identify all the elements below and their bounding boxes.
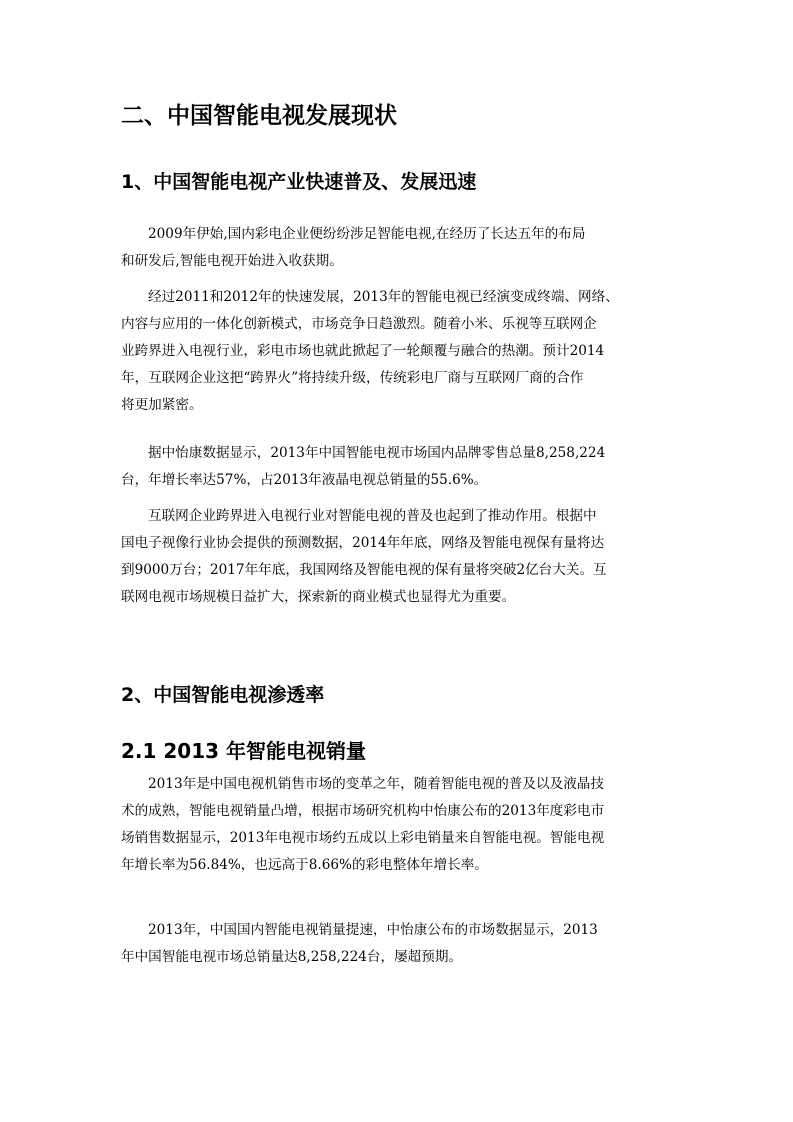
paragraph-line: 内容与应用的一体化创新模式，市场竞争日趋激烈。随着小米、乐视等互联网企 xyxy=(121,316,597,332)
section-1-paragraph-1 xyxy=(121,221,671,275)
section-1-heading: 1、中国智能电视产业快速普及、发展迅速 xyxy=(121,171,477,193)
section-2-1-heading: 2.1 2013 年智能电视销量 xyxy=(121,739,367,763)
main-heading: 二、中国智能电视发展现状 xyxy=(121,103,397,129)
paragraph-line: 经过2011和2012年的快速发展，2013年的智能电视已经演变成终端、网络、 xyxy=(148,289,619,305)
paragraph-line: 将更加紧密。 xyxy=(121,397,203,413)
paragraph-line: 2013年是中国电视机销售市场的变革之年，随着智能电视的普及以及液晶技 xyxy=(148,776,604,792)
paragraph-line: 术的成熟，智能电视销量凸增，根据市场研究机构中怡康公布的2013年度彩电市 xyxy=(121,803,605,819)
paragraph-line: 业跨界进入电视行业，彩电市场也就此掀起了一轮颠覆与融合的热潮。预计2014 xyxy=(121,343,605,359)
paragraph-line: 场销售数据显示，2013年电视市场约五成以上彩电销量来自智能电视。智能电视 xyxy=(121,830,605,846)
section-1-paragraph-4 xyxy=(121,503,671,611)
paragraph-line: 联网电视市场规模日益扩大，探索新的商业模式也显得尤为重要。 xyxy=(121,589,516,605)
section-1-paragraph-2 xyxy=(121,284,671,419)
section-1-paragraph-3 xyxy=(121,440,671,494)
paragraph-line: 据中怡康数据显示，2013年中国智能电视市场国内品牌零售总量8,258,224 xyxy=(148,445,606,461)
paragraph-line: 2013年，中国国内智能电视销量提速，中怡康公布的市场数据显示，2013 xyxy=(148,922,598,938)
paragraph-line: 年中国智能电视市场总销量达8,258,224台，屡超预期。 xyxy=(121,949,463,965)
section-2-heading: 2、中国智能电视渗透率 xyxy=(121,684,325,706)
paragraph-line: 到9000万台；2017年年底，我国网络及智能电视的保有量将突破2亿台大关。互 xyxy=(121,562,607,578)
section-2-1-paragraph-1 xyxy=(121,771,671,879)
paragraph-line: 和研发后,智能电视开始进入收获期。 xyxy=(121,253,343,269)
section-2-1-paragraph-2 xyxy=(121,917,671,971)
paragraph-line: 年增长率为56.84%，也远高于8.66%的彩电整体年增长率。 xyxy=(121,857,488,873)
paragraph-line: 台，年增长率达57%，占2013年液晶电视总销量的55.6%。 xyxy=(121,472,488,488)
paragraph-line: 2009年伊始,国内彩电企业便纷纷涉足智能电视,在经历了长达五年的布局 xyxy=(148,226,586,242)
paragraph-line: 国电子视像行业协会提供的预测数据，2014年年底，网络及智能电视保有量将达 xyxy=(121,535,605,551)
paragraph-line: 年，互联网企业这把“跨界火”将持续升级，传统彩电厂商与互联网厂商的合作 xyxy=(121,370,584,386)
paragraph-line: 互联网企业跨界进入电视行业对智能电视的普及也起到了推动作用。根据中 xyxy=(148,508,597,524)
